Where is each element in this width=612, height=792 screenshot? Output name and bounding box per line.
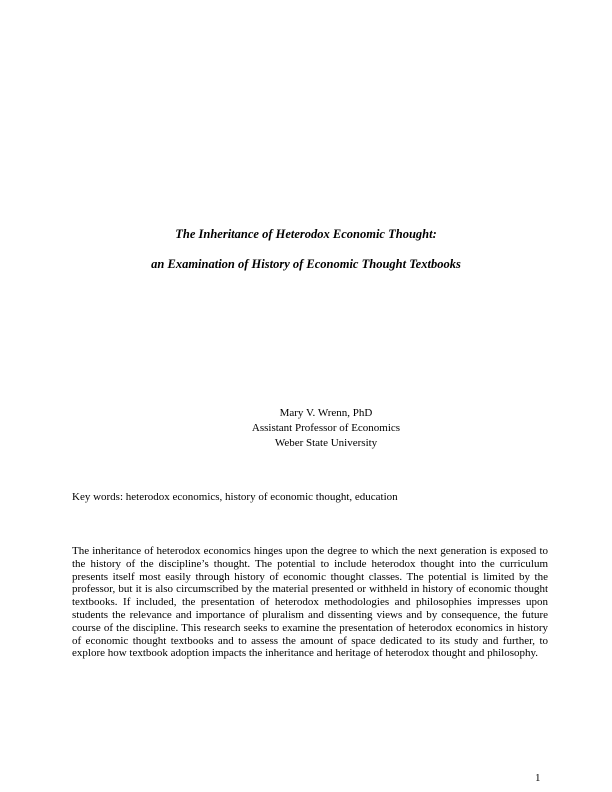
author-institution: Weber State University bbox=[274, 437, 378, 449]
author-name: Mary V. Wrenn, PhD bbox=[279, 407, 373, 419]
keywords: Key words: heterodox economics, history of economic thought, education bbox=[72, 491, 398, 503]
author-position: Assistant Professor of Economics bbox=[251, 422, 401, 434]
abstract: The inheritance of heterodox economics hinges upon the degree to which the next generation is exposed to the history of the discipline’s thought. The potential to include heterodox thought into the curriculum presents itself most easily through history of economic thought classes. The potential is limited by the professor, but it is also circumscribed by the material presented or withheld in history of economic thought textbooks. If included, the presentation of heterodox methodologies and philosophies impresses upon students the relevance and importance of pluralism and dissenting views and by consequence, the future course of the discipline. This research seeks to examine the presentation of heterodox economics in history of economic thought textbooks and to assess the amount of space dedicated to its study and further, to explore how textbook adoption impacts the inheritance and heritage of heterodox thought and philosophy. bbox=[72, 545, 548, 660]
title-line-2: an Examination of History of Economic Thought Textbooks bbox=[151, 257, 461, 271]
author-block bbox=[0, 406, 612, 451]
page-number: 1 bbox=[535, 772, 541, 784]
title-line-1: The Inheritance of Heterodox Economic Thought: bbox=[175, 227, 437, 241]
